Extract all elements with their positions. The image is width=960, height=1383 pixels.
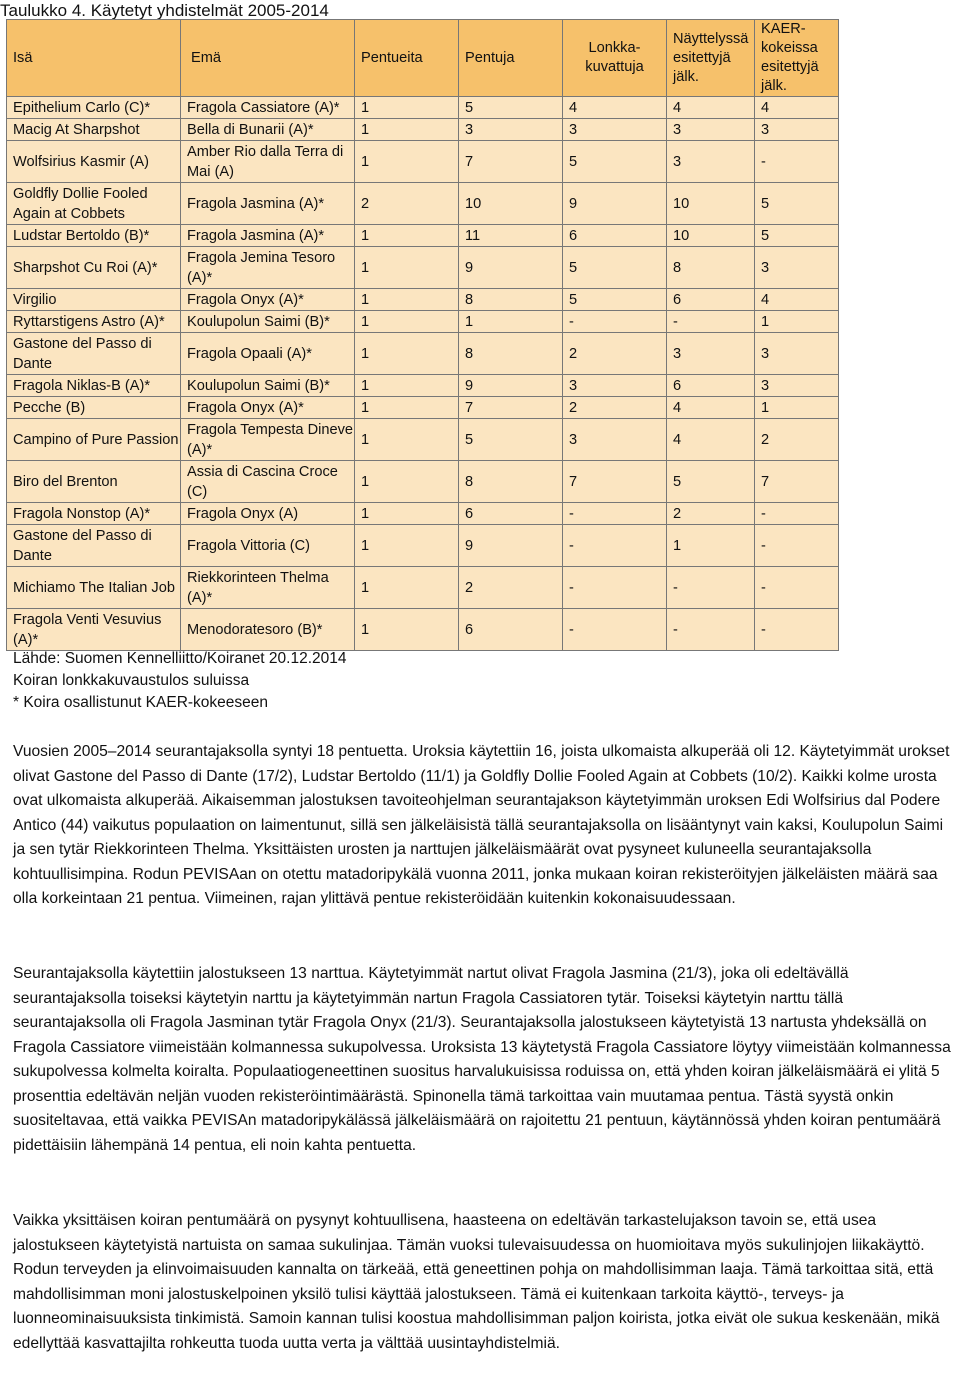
shown-cell: - bbox=[667, 311, 755, 333]
shown-cell: 1 bbox=[667, 525, 755, 567]
puppies-cell: 8 bbox=[459, 289, 563, 311]
col-header-dam: Emä bbox=[181, 20, 355, 97]
kaer-cell: 4 bbox=[755, 289, 839, 311]
puppies-cell: 10 bbox=[459, 183, 563, 225]
litters-cell: 1 bbox=[355, 375, 459, 397]
table-row bbox=[7, 375, 839, 397]
hip-xrayed-cell: - bbox=[563, 311, 667, 333]
litters-cell: 1 bbox=[355, 97, 459, 119]
hip-xrayed-cell: 3 bbox=[563, 419, 667, 461]
kaer-cell: 3 bbox=[755, 119, 839, 141]
dam-cell: Fragola Onyx (A) bbox=[181, 503, 355, 525]
kaer-cell: 3 bbox=[755, 375, 839, 397]
sire-cell: Gastone del Passo di Dante bbox=[7, 333, 181, 375]
matings-table bbox=[6, 19, 839, 651]
table-row bbox=[7, 461, 839, 503]
table-row bbox=[7, 183, 839, 225]
table-row bbox=[7, 141, 839, 183]
sire-cell: Gastone del Passo di Dante bbox=[7, 525, 181, 567]
sire-cell: Fragola Nonstop (A)* bbox=[7, 503, 181, 525]
kaer-cell: - bbox=[755, 141, 839, 183]
shown-cell: 3 bbox=[667, 119, 755, 141]
hip-xrayed-cell: 2 bbox=[563, 333, 667, 375]
sire-cell: Ryttarstigens Astro (A)* bbox=[7, 311, 181, 333]
table-row bbox=[7, 525, 839, 567]
shown-cell: - bbox=[667, 567, 755, 609]
hip-xrayed-cell: 2 bbox=[563, 397, 667, 419]
litters-cell: 1 bbox=[355, 289, 459, 311]
hip-xrayed-cell: - bbox=[563, 609, 667, 651]
puppies-cell: 6 bbox=[459, 503, 563, 525]
puppies-cell: 6 bbox=[459, 609, 563, 651]
puppies-cell: 7 bbox=[459, 397, 563, 419]
sire-cell: Ludstar Bertoldo (B)* bbox=[7, 225, 181, 247]
shown-cell: - bbox=[667, 609, 755, 651]
dam-cell: Koulupolun Saimi (B)* bbox=[181, 311, 355, 333]
table-row bbox=[7, 609, 839, 651]
litters-cell: 1 bbox=[355, 609, 459, 651]
table-header-row bbox=[7, 20, 839, 97]
puppies-cell: 5 bbox=[459, 419, 563, 461]
dam-cell: Fragola Tempesta Dineve (A)* bbox=[181, 419, 355, 461]
shown-cell: 5 bbox=[667, 461, 755, 503]
sire-cell: Biro del Brenton bbox=[7, 461, 181, 503]
hip-xrayed-cell: 5 bbox=[563, 289, 667, 311]
shown-cell: 3 bbox=[667, 333, 755, 375]
kaer-cell: 5 bbox=[755, 183, 839, 225]
dam-cell: Fragola Onyx (A)* bbox=[181, 289, 355, 311]
kaer-cell: 1 bbox=[755, 311, 839, 333]
dam-cell: Fragola Jemina Tesoro (A)* bbox=[181, 247, 355, 289]
puppies-cell: 1 bbox=[459, 311, 563, 333]
col-header-sire: Isä bbox=[7, 20, 181, 97]
kaer-note: * Koira osallistunut KAER-kokeeseen bbox=[13, 694, 269, 711]
dam-cell: Bella di Bunarii (A)* bbox=[181, 119, 355, 141]
sire-cell: Michiamo The Italian Job bbox=[7, 567, 181, 609]
hip-xrayed-cell: 5 bbox=[563, 247, 667, 289]
kaer-cell: 5 bbox=[755, 225, 839, 247]
sire-cell: Wolfsirius Kasmir (A) bbox=[7, 141, 181, 183]
litters-cell: 1 bbox=[355, 119, 459, 141]
table-row bbox=[7, 567, 839, 609]
hip-xrayed-cell: 7 bbox=[563, 461, 667, 503]
source-note: Lähde: Suomen Kennelliitto/Koiranet 20.12.2014 bbox=[13, 650, 347, 667]
puppies-cell: 9 bbox=[459, 247, 563, 289]
shown-cell: 4 bbox=[667, 419, 755, 461]
paragraph-dams: Seurantajaksolla käytettiin jalostukseen 13 narttua. Käytetyimmät nartut olivat Fragola Jasmina (21/3), joka oli edeltävällä seurantajaksolla toiseksi käytetyin narttu ja käytetyimmän nartun Fragola Cassiatoren tytär. Toiseksi käytetyin narttu tällä seurantajaksolla oli Fragola Jasminan tytär Fragola Onyx (21/3). Seurantajaksolla jalostukseen käytetyistä 13 nartusta yhdeksällä on Fragola Cassiatore viimeistään kolmannessa sukupolvessa. Uroksista 13 käytetystä Fragola Cassiatore löytyy viimeistään kolmannessa sukupolvessa kolmelta koiralta. Populaatiogeneettinen suositus harvalukuisissa roduissa on, että yhden koiran jälkeläismäärä ei ylitä 5 prosenttia edeltävän neljän vuoden rekisteröintimäärästä. Spinonella tämä tarkoittaa vain muutamaa pentua. Tästä syystä onkin suositeltavaa, että vaikka PEVISAn matadoripykälässä jälkeläismäärä on rajoitettu 21 pentuun, käytännössä yhden koiran pentumäärä pidettäisiin lähempänä 14 pentua, eli noin kahta pentuetta. bbox=[13, 965, 951, 1154]
hip-xrayed-cell: - bbox=[563, 525, 667, 567]
shown-cell: 2 bbox=[667, 503, 755, 525]
col-header-puppies: Pentuja bbox=[459, 20, 563, 97]
table-row bbox=[7, 419, 839, 461]
litters-cell: 1 bbox=[355, 525, 459, 567]
puppies-cell: 5 bbox=[459, 97, 563, 119]
col-header-litters: Pentueita bbox=[355, 20, 459, 97]
kaer-cell: - bbox=[755, 609, 839, 651]
sire-cell: Goldfly Dollie Fooled Again at Cobbets bbox=[7, 183, 181, 225]
hip-xrayed-cell: 5 bbox=[563, 141, 667, 183]
litters-cell: 1 bbox=[355, 333, 459, 375]
kaer-cell: 4 bbox=[755, 97, 839, 119]
paragraph-sires: Vuosien 2005–2014 seurantajaksolla syntyi 18 pentuetta. Uroksia käytettiin 16, joista ulkomaista alkuperää oli 12. Käytetyimmät urokset olivat Gastone del Passo di Dante (17/2), Ludstar Bertoldo (11/1) ja Goldfly Dollie Fooled Again at Cobbets (10/2). Kaikki kolme urosta ovat ulkomaista alkuperää. Aikaisemman jalostuksen tavoiteohjelman seurantajakson käytetyimmän uroksen Edi Wolfsirius dal Podere Antico (44) vaikutus populaation on laimentunut, sillä sen jälkeläisistä tällä seurantajaksolla on lisääntynyt vain kaksi, Koulupolun Saimi ja sen tytär Riekkorinteen Thelma. Yksittäisten urosten ja narttujen jälkeläismäärät ovat pysyneet kuluneella seurantajaksolla kohtuullisimpina. Rodun PEVISAan on otettu matadoripykälä vuonna 2011, jonka mukaan koiran rekisteröityjen jälkeläisten määrä saa olla korkeintaan 21 pentua. Viimeinen, rajan ylittävä pentue rekisteröidään kuitenkin kokonaisuudessaan. bbox=[13, 743, 950, 907]
dam-cell: Fragola Jasmina (A)* bbox=[181, 225, 355, 247]
dam-cell: Assia di Cascina Croce (C) bbox=[181, 461, 355, 503]
col-header-kaer: KAER-kokeissa esitettyjä jälk. bbox=[755, 20, 839, 97]
kaer-cell: 1 bbox=[755, 397, 839, 419]
sire-cell: Pecche (B) bbox=[7, 397, 181, 419]
dam-cell: Fragola Vittoria (C) bbox=[181, 525, 355, 567]
litters-cell: 1 bbox=[355, 311, 459, 333]
sire-cell: Sharpshot Cu Roi (A)* bbox=[7, 247, 181, 289]
puppies-cell: 11 bbox=[459, 225, 563, 247]
sire-cell: Epithelium Carlo (C)* bbox=[7, 97, 181, 119]
kaer-cell: 2 bbox=[755, 419, 839, 461]
sire-cell: Virgilio bbox=[7, 289, 181, 311]
col-header-shown: Näyttelyssä esitettyjä jälk. bbox=[667, 20, 755, 97]
table-row bbox=[7, 97, 839, 119]
puppies-cell: 9 bbox=[459, 375, 563, 397]
sire-cell: Macig At Sharpshot bbox=[7, 119, 181, 141]
puppies-cell: 8 bbox=[459, 461, 563, 503]
shown-cell: 8 bbox=[667, 247, 755, 289]
kaer-cell: - bbox=[755, 503, 839, 525]
litters-cell: 1 bbox=[355, 461, 459, 503]
dam-cell: Fragola Jasmina (A)* bbox=[181, 183, 355, 225]
litters-cell: 1 bbox=[355, 567, 459, 609]
puppies-cell: 2 bbox=[459, 567, 563, 609]
hip-xrayed-cell: 4 bbox=[563, 97, 667, 119]
puppies-cell: 9 bbox=[459, 525, 563, 567]
kaer-cell: 3 bbox=[755, 333, 839, 375]
shown-cell: 6 bbox=[667, 289, 755, 311]
table-row bbox=[7, 225, 839, 247]
shown-cell: 4 bbox=[667, 397, 755, 419]
puppies-cell: 7 bbox=[459, 141, 563, 183]
litters-cell: 1 bbox=[355, 225, 459, 247]
sire-cell: Campino of Pure Passion bbox=[7, 419, 181, 461]
shown-cell: 10 bbox=[667, 183, 755, 225]
hip-xrayed-cell: 6 bbox=[563, 225, 667, 247]
dam-cell: Menodoratesoro (B)* bbox=[181, 609, 355, 651]
dam-cell: Fragola Cassiatore (A)* bbox=[181, 97, 355, 119]
shown-cell: 10 bbox=[667, 225, 755, 247]
hip-xrayed-cell: - bbox=[563, 567, 667, 609]
table-row bbox=[7, 333, 839, 375]
sire-cell: Fragola Venti Vesuvius (A)* bbox=[7, 609, 181, 651]
table-row bbox=[7, 119, 839, 141]
hip-xrayed-cell: 3 bbox=[563, 375, 667, 397]
litters-cell: 1 bbox=[355, 419, 459, 461]
table-caption: Taulukko 4. Käytetyt yhdistelmät 2005-2014 bbox=[0, 1, 329, 20]
shown-cell: 4 bbox=[667, 97, 755, 119]
paragraph-lines: Vaikka yksittäisen koiran pentumäärä on pysynyt kohtuullisena, haasteena on edeltävän tarkastelujakson tavoin se, että usea jalostukseen käytetyistä nartuista on samaa sukulinjaa. Tämän vuoksi tulevaisuudessa on huomioitava myös sukulinjojen liikakäyttö. Rodun terveyden ja elinvoimaisuuden kannalta on tärkeää, että geneettinen pohja on mahdollisimman laaja. Tämä tarkoittaa sitä, että mahdollisimman moni jalostuskelpoinen yksilö tulisi käyttää jalostukseen. Tämä ei kuitenkaan tarkoita käyttö-, terveys- ja luonneominaisuuksista tinkimistä. Samoin kannan tulisi koostua mahdollisimman paljon koirista, jotka eivät ole sukua keskenään, mikä edellyttää kasvattajilta rohkeutta tuoda uutta verta ja välttää uusintayhdistelmiä. bbox=[13, 1212, 940, 1352]
hip-xrayed-cell: - bbox=[563, 503, 667, 525]
table-row bbox=[7, 397, 839, 419]
litters-cell: 1 bbox=[355, 503, 459, 525]
puppies-cell: 3 bbox=[459, 119, 563, 141]
litters-cell: 2 bbox=[355, 183, 459, 225]
kaer-cell: - bbox=[755, 525, 839, 567]
table-row bbox=[7, 503, 839, 525]
litters-cell: 1 bbox=[355, 397, 459, 419]
table-row bbox=[7, 247, 839, 289]
kaer-cell: 7 bbox=[755, 461, 839, 503]
table-row bbox=[7, 289, 839, 311]
hip-xrayed-cell: 3 bbox=[563, 119, 667, 141]
dam-cell: Koulupolun Saimi (B)* bbox=[181, 375, 355, 397]
table-notes bbox=[13, 648, 347, 714]
dam-cell: Fragola Opaali (A)* bbox=[181, 333, 355, 375]
shown-cell: 3 bbox=[667, 141, 755, 183]
dam-cell: Fragola Onyx (A)* bbox=[181, 397, 355, 419]
hip-note: Koiran lonkkakuvaustulos suluissa bbox=[13, 672, 250, 689]
litters-cell: 1 bbox=[355, 141, 459, 183]
hip-xrayed-cell: 9 bbox=[563, 183, 667, 225]
puppies-cell: 8 bbox=[459, 333, 563, 375]
sire-cell: Fragola Niklas-B (A)* bbox=[7, 375, 181, 397]
kaer-cell: - bbox=[755, 567, 839, 609]
col-header-hip-xrayed: Lonkka-kuvattuja bbox=[563, 20, 667, 97]
shown-cell: 6 bbox=[667, 375, 755, 397]
kaer-cell: 3 bbox=[755, 247, 839, 289]
table-row bbox=[7, 311, 839, 333]
litters-cell: 1 bbox=[355, 247, 459, 289]
dam-cell: Amber Rio dalla Terra di Mai (A) bbox=[181, 141, 355, 183]
dam-cell: Riekkorinteen Thelma (A)* bbox=[181, 567, 355, 609]
